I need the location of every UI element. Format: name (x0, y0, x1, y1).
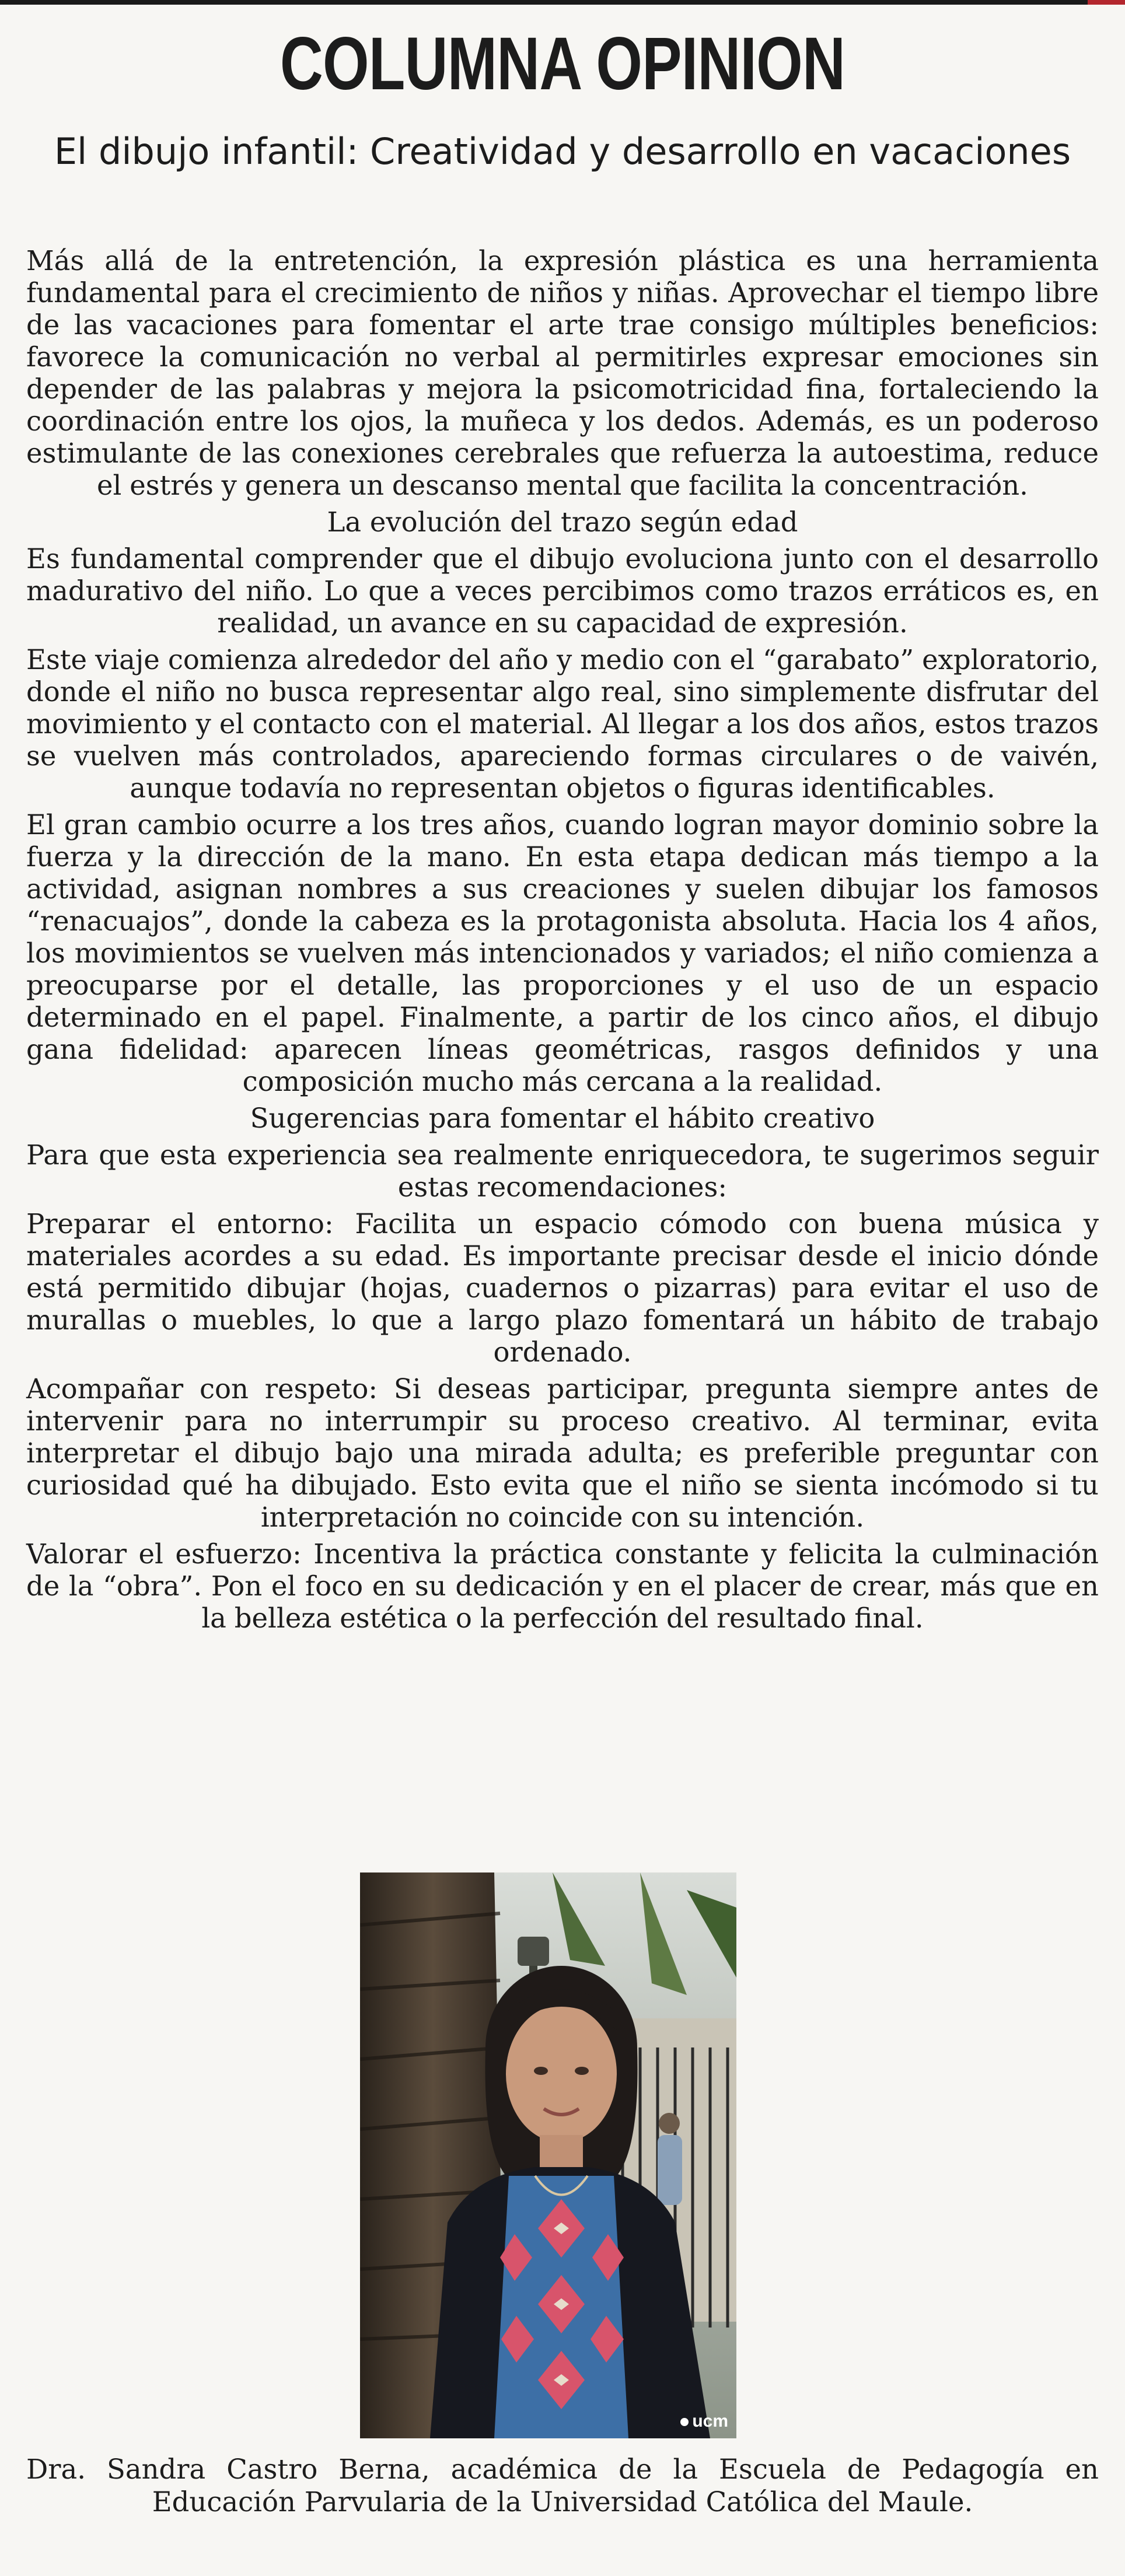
ucm-logo (680, 2412, 728, 2431)
top-rule (0, 0, 1125, 5)
paragraph-intro: Más allá de la entretención, la expresión plástica es una herramienta fundamental para el crecimiento de niños y niñas. Aprovechar el tiempo libre de las vacaciones para fomentar el arte trae consigo múltiples beneficios: favorece la comunicación no verbal al permitirles expresar emociones sin depender de las palabras y mejora la psicomotricidad fina, fortaleciendo la coordinación entre los ojos, la muñeca y los dedos. Además, es un poderoso estimulante de las conexiones cerebrales que refuerza la autoestima, reduce el estrés y genera un descanso mental que facilita la concentración. (26, 245, 1099, 501)
paragraph-three-years: El gran cambio ocurre a los tres años, cuando logran mayor dominio sobre la fuerza y la dirección de la mano. En esta etapa dedican más tiempo a la actividad, asignan nombres a sus creaciones y suelen dibujar los famosos “renacuajos”, donde la cabeza es la protagonista absoluta. Hacia los 4 años, los movimientos se vuelven más intencionados y variados; el niño comienza a preocuparse por el detalle, las proporciones y el uso de un espacio determinado en el papel. Finalmente, a partir de los cinco años, el dibujo gana fidelidad: aparecen líneas geométricas, rasgos definidos y una composición mucho más cercana a la realidad. (26, 809, 1099, 1097)
paragraph-prepare-environment: Preparar el entorno: Facilita un espacio cómodo con buena música y materiales acordes a su edad. Es importante precisar desde el inicio dónde está permitido dibujar (hojas, cuadernos o pizarras) para evitar el uso de murallas o muebles, lo que a largo plazo fomentará un hábito de trabajo ordenado. (26, 1208, 1099, 1368)
ucm-logo-text: ucm (692, 2412, 728, 2431)
logo-emblem-icon (680, 2418, 689, 2426)
paragraph-development: Es fundamental comprender que el dibujo evoluciona junto con el desarrollo madurativo del niño. Lo que a veces percibimos como trazos erráticos es, en realidad, un avance en su capacidad de expresión. (26, 543, 1099, 639)
section-kicker: COLUMNA OPINION (279, 22, 846, 106)
author-photo (360, 1873, 736, 2438)
subheading-suggestions: Sugerencias para fomentar el hábito creativo (250, 1102, 875, 1134)
paragraph-value-effort: Valorar el esfuerzo: Incentiva la práctica constante y felicita la culminación de la “obra”. Pon el foco en su dedicación y en el placer de crear, más que en la belleza estética o la perfección del resultado final. (26, 1538, 1099, 1634)
article-body (26, 245, 1099, 1639)
article-headline: El dibujo infantil: Creatividad y desarrollo en vacaciones (54, 130, 1071, 173)
photo-caption: Dra. Sandra Castro Berna, académica de la Escuela de Pedagogía en Educación Parvularia de la Universidad Católica del Maule. (26, 2454, 1099, 2518)
paragraph-accompany-respect: Acompañar con respeto: Si deseas participar, pregunta siempre antes de intervenir para no interrumpir su proceso creativo. Al terminar, evita interpretar el dibujo bajo una mirada adulta; es preferible preguntar con curiosidad qué ha dibujado. Esto evita que el niño se sienta incómodo si tu interpretación no coincide con su intención. (26, 1373, 1099, 1533)
subheading-evolution: La evolución del trazo según edad (327, 506, 798, 538)
portrait-illustration (360, 1873, 736, 2438)
paragraph-suggestions-intro: Para que esta experiencia sea realmente enriquecedora, te sugerimos seguir estas recomendaciones: (26, 1139, 1099, 1203)
corner-accent (1088, 0, 1125, 5)
paragraph-scribble-stage: Este viaje comienza alrededor del año y medio con el “garabato” exploratorio, donde el niño no busca representar algo real, sino simplemente disfrutar del movimiento y el contacto con el material. Al llegar a los dos años, estos trazos se vuelven más controlados, apareciendo formas circulares o de vaivén, aunque todavía no representan objetos o figuras identificables. (26, 644, 1099, 804)
